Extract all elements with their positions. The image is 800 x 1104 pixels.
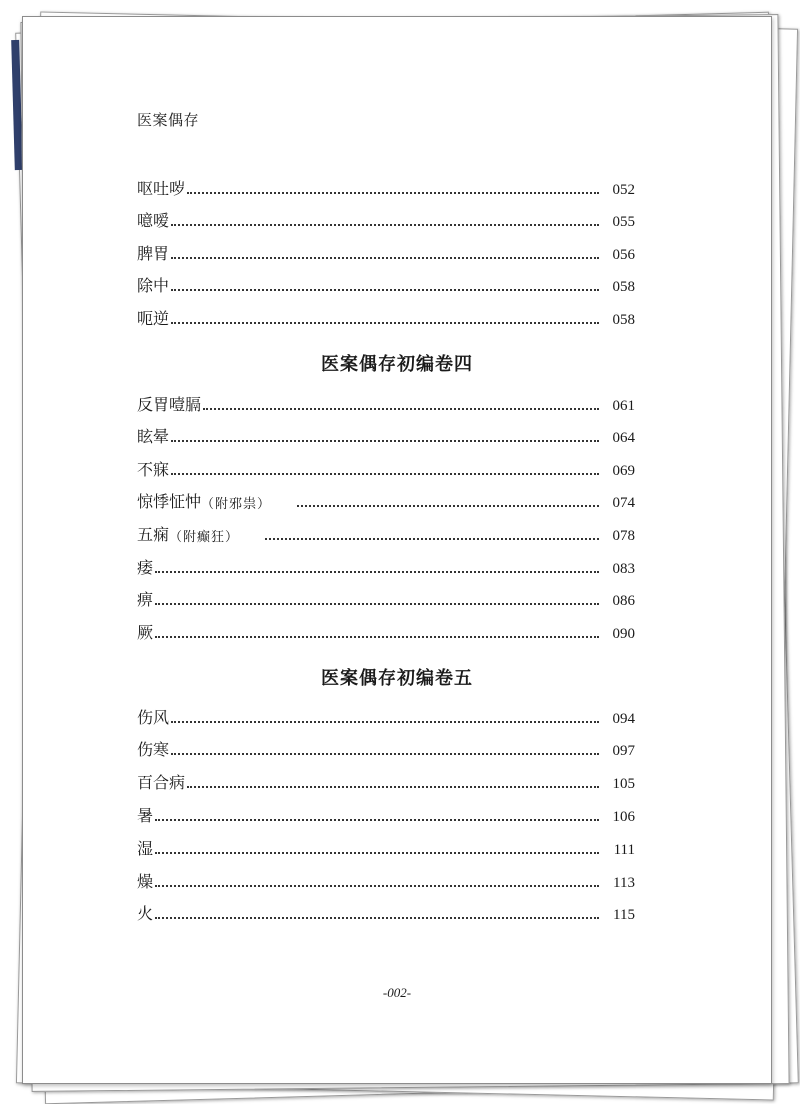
dot-leader	[171, 440, 599, 442]
toc-entry[interactable]	[137, 240, 635, 264]
entry-title: 火	[137, 904, 154, 923]
page-number: 090	[612, 626, 635, 642]
dot-leader	[155, 819, 599, 821]
dot-leader	[203, 408, 599, 410]
toc-entry[interactable]	[137, 391, 635, 415]
page-number: 064	[612, 430, 635, 446]
dot-leader	[187, 786, 599, 788]
toc-entry[interactable]	[137, 769, 635, 793]
running-head: 医案偶存	[137, 111, 200, 129]
entry-title: 暑	[137, 806, 154, 825]
entry-title: 噫嗳	[137, 211, 170, 230]
entry-title: 厥	[137, 623, 154, 642]
entry-title: 不寐	[137, 460, 170, 479]
toc-entry[interactable]	[137, 272, 635, 296]
dot-leader	[155, 852, 599, 854]
page-number: 078	[612, 528, 635, 544]
toc-entry[interactable]	[137, 423, 635, 447]
page-number: 105	[612, 776, 635, 792]
page-number: 069	[612, 463, 635, 479]
dot-leader	[265, 538, 599, 540]
dot-leader	[155, 885, 599, 887]
entry-title: 伤寒	[137, 740, 170, 759]
page-number: 074	[612, 495, 635, 511]
entry-title: 呕吐哕	[137, 179, 186, 198]
dot-leader	[155, 636, 599, 638]
toc-entry[interactable]	[137, 554, 635, 578]
toc-entry[interactable]	[137, 488, 635, 512]
dot-leader	[155, 603, 599, 605]
toc-entry[interactable]	[137, 305, 635, 329]
page-number: 061	[612, 398, 635, 414]
page-footer: -002-	[382, 985, 412, 1000]
entry-title: 燥	[137, 872, 154, 891]
toc-entry[interactable]	[137, 900, 635, 924]
section-heading: 医案偶存初编卷四	[321, 354, 473, 375]
entry-title: 反胃噎膈	[137, 395, 202, 414]
toc-entry[interactable]	[137, 207, 635, 231]
entry-title: 湿	[137, 839, 154, 858]
entry-title: 脾胃	[137, 244, 170, 263]
toc-entry[interactable]	[137, 802, 635, 826]
toc-entry[interactable]	[137, 175, 635, 199]
toc-entry[interactable]	[137, 704, 635, 728]
entry-title: 百合病	[137, 773, 186, 792]
page-number: 097	[612, 743, 635, 759]
dot-leader	[171, 473, 599, 475]
page-number: 052	[612, 182, 635, 198]
page-number: 106	[612, 809, 635, 825]
page-number: 056	[612, 247, 635, 263]
page-number: 058	[612, 279, 635, 295]
page-number: 094	[612, 711, 635, 727]
page-number: 058	[612, 312, 635, 328]
entry-title: 痿	[137, 558, 154, 577]
dot-leader	[171, 257, 599, 259]
toc-entry[interactable]	[137, 456, 635, 480]
entry-title: 眩晕	[137, 427, 170, 446]
page-number: 086	[612, 593, 635, 609]
dot-leader	[155, 917, 599, 919]
toc-entry[interactable]	[137, 835, 635, 859]
entry-note: （附癫狂）	[169, 530, 240, 545]
entry-title: 除中	[137, 276, 170, 295]
dot-leader	[171, 721, 599, 723]
toc-entry[interactable]	[137, 619, 635, 643]
toc-entry[interactable]	[137, 586, 635, 610]
toc-entry[interactable]	[137, 868, 635, 892]
section-heading: 医案偶存初编卷五	[321, 668, 473, 689]
toc-entry[interactable]	[137, 736, 635, 760]
dot-leader	[187, 192, 599, 194]
page-number: 115	[613, 907, 635, 923]
page-number: 113	[613, 875, 635, 891]
toc-entry[interactable]	[137, 521, 635, 545]
dot-leader	[171, 322, 599, 324]
page-number: 083	[612, 561, 635, 577]
toc-page	[22, 16, 772, 1084]
page-number: 055	[612, 214, 635, 230]
entry-title: 呃逆	[137, 309, 170, 328]
dot-leader	[171, 289, 599, 291]
entry-title: 惊悸怔忡	[137, 492, 202, 511]
entry-note: （附邪祟）	[201, 497, 272, 512]
page-number: 111	[613, 842, 635, 858]
dot-leader	[155, 571, 599, 573]
entry-title: 伤风	[137, 708, 170, 727]
entry-title: 痹	[137, 590, 154, 609]
dot-leader	[171, 753, 599, 755]
dot-leader	[297, 505, 599, 507]
entry-title: 五痫	[137, 525, 170, 544]
dot-leader	[171, 224, 599, 226]
